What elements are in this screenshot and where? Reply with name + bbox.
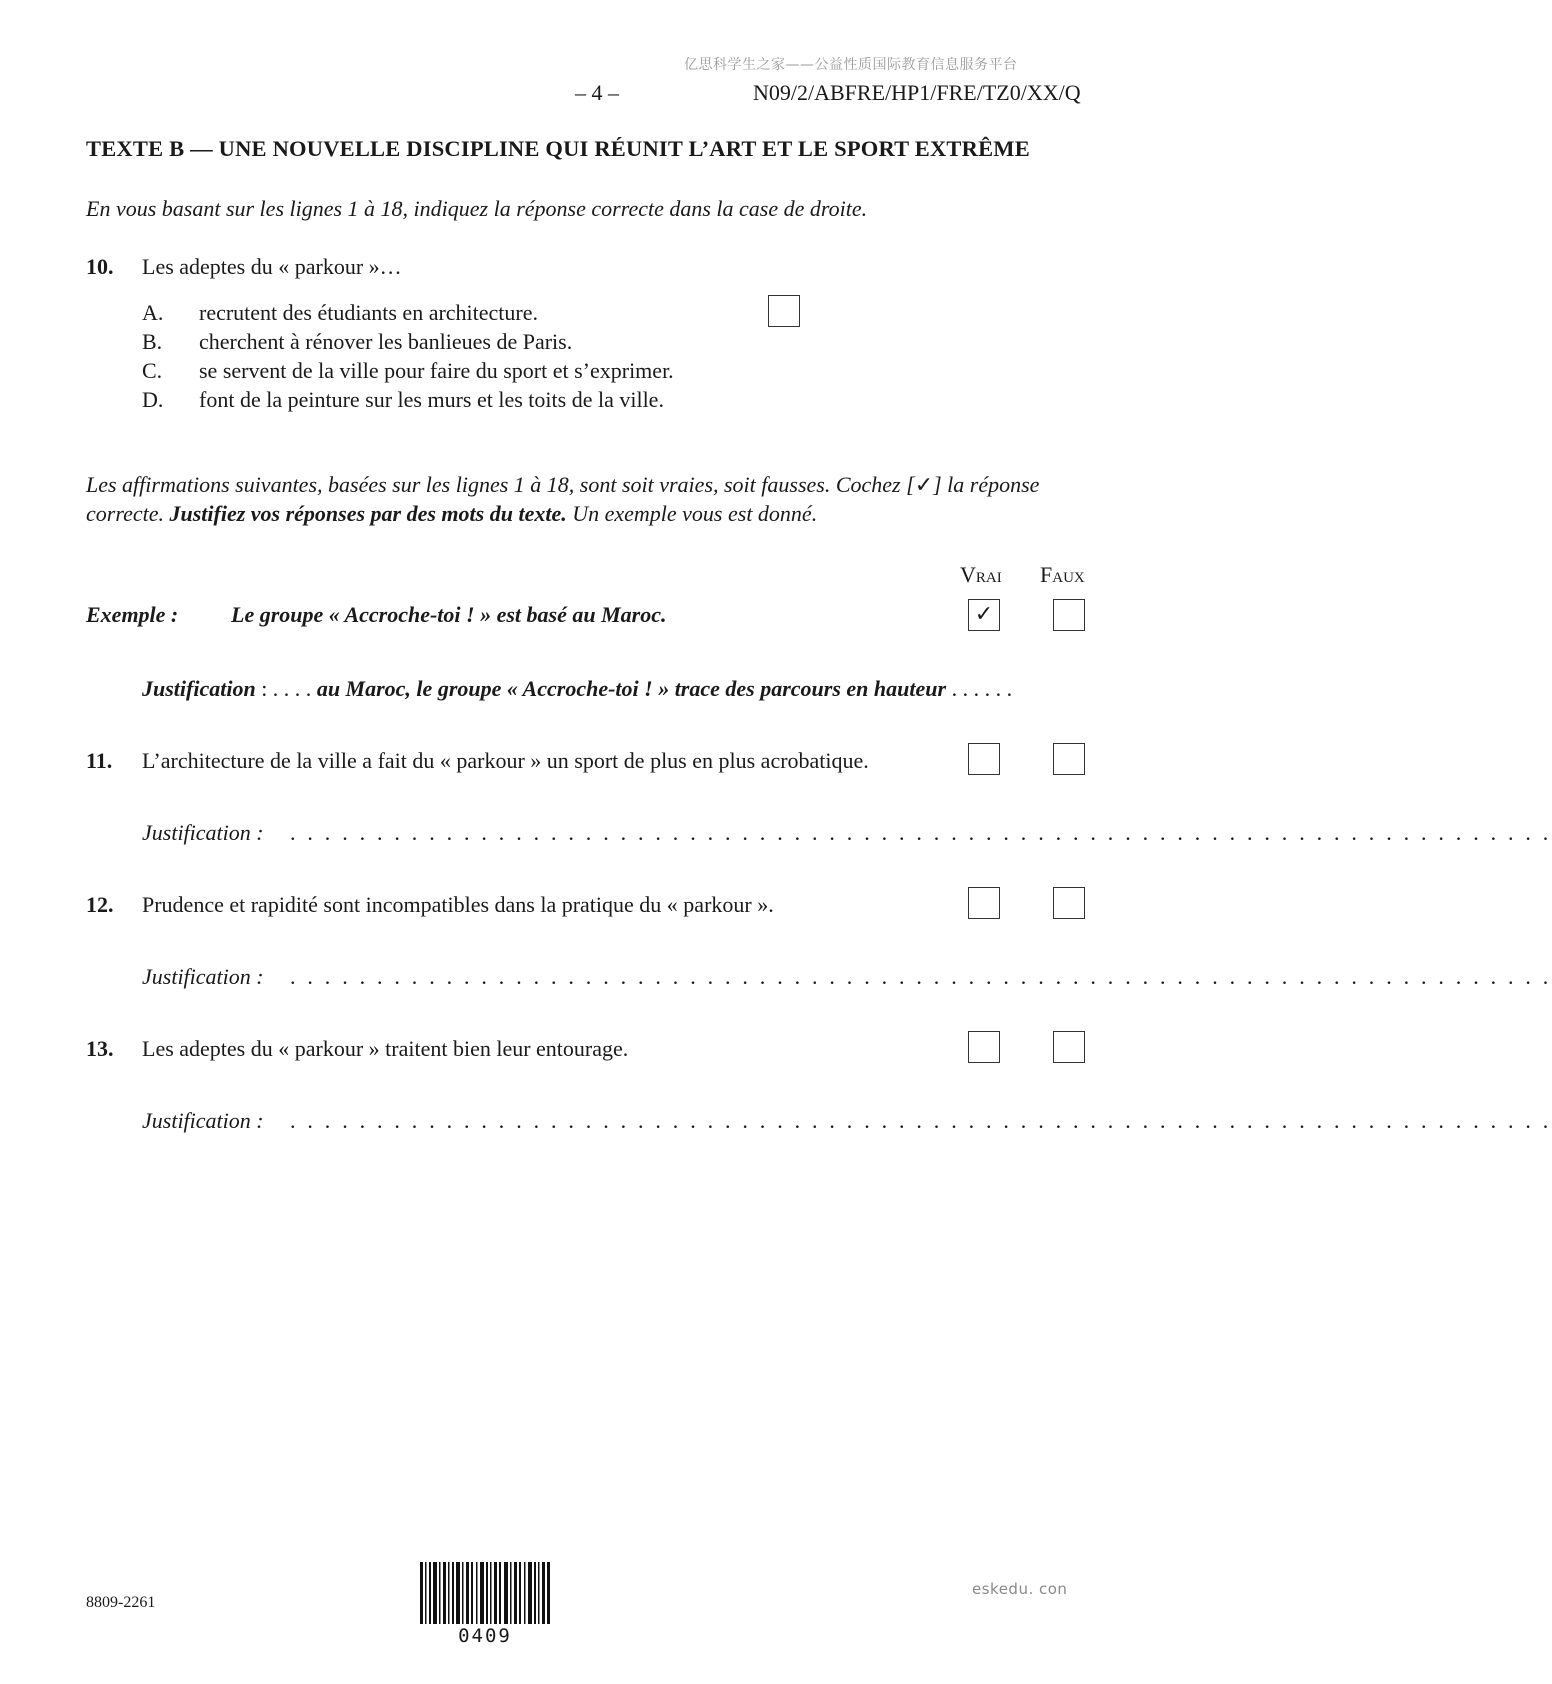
true-false-instruction: Les affirmations suivantes, basées sur les lignes 1 à 18, sont soit vraies, soit fausses. Cochez [✓] la réponse correcte. Justifiez vos réponses par des mots du texte. Un exemple vous est donné. <box>86 472 1040 526</box>
option-b-text: cherchent à rénover les banlieues de Paris. <box>199 329 573 354</box>
question-12-justification-line[interactable]: . . . . . . . . . . . . . . . . . . . . . . . . . . . . . . . . . . . . . . . . . . . . . . . . . . . . . . . . . . . . . . . . . . . . . . . . . <box>290 964 1552 989</box>
checkmark-icon: ✓ <box>974 602 994 627</box>
section-instruction: En vous basant sur les lignes 1 à 18, indiquez la réponse correcte dans la case de droite. <box>86 196 868 221</box>
section-title: TEXTE B — UNE NOUVELLE DISCIPLINE QUI RÉUNIT L’ART ET LE SPORT EXTRÊME <box>86 136 1030 161</box>
example-justification: Justification : . . . . au Maroc, le groupe « Accroche-toi ! » trace des parcours en hauteur . . . . . . <box>142 676 1013 701</box>
question-10-number: 10. <box>86 254 114 279</box>
question-13-justification-line[interactable]: . . . . . . . . . . . . . . . . . . . . . . . . . . . . . . . . . . . . . . . . . . . . . . . . . . . . . . . . . . . . . . . . . . . . . . . . . <box>290 1108 1552 1133</box>
question-11-text: L’architecture de la ville a fait du « parkour » un sport de plus en plus acrobatique. <box>142 748 869 773</box>
page-number: – 4 – <box>575 80 619 105</box>
question-11-vrai-box[interactable] <box>968 743 1000 775</box>
question-12-faux-box[interactable] <box>1053 887 1085 919</box>
question-12-justification-label: Justification : <box>142 964 264 989</box>
question-11-faux-box[interactable] <box>1053 743 1085 775</box>
watermark-text: 亿思科学生之家——公益性质国际教育信息服务平台 <box>684 57 1018 73</box>
question-10-answer-box[interactable] <box>768 295 800 327</box>
option-c-text: se servent de la ville pour faire du sport et s’exprimer. <box>199 358 674 383</box>
barcode-number: 0409 <box>458 1625 512 1647</box>
paper-code: N09/2/ABFRE/HP1/FRE/TZ0/XX/Q <box>753 80 1081 105</box>
column-header-vrai: Vrai <box>960 562 1002 587</box>
check-symbol: ✓ <box>914 472 934 497</box>
question-11-number: 11. <box>86 748 113 773</box>
question-13-number: 13. <box>86 1036 114 1061</box>
option-a-text: recrutent des étudiants en architecture. <box>199 300 539 325</box>
option-d-text: font de la peinture sur les murs et les toits de la ville. <box>199 387 664 412</box>
example-vrai-box-checked <box>968 599 1000 631</box>
option-a-letter: A. <box>142 300 164 325</box>
option-c-letter: C. <box>142 358 163 383</box>
example-statement: Le groupe « Accroche-toi ! » est basé au Maroc. <box>231 602 667 627</box>
example-label: Exemple : <box>86 602 179 627</box>
option-b-letter: B. <box>142 329 163 354</box>
footer-code: 8809-2261 <box>86 1594 156 1611</box>
question-13-text: Les adeptes du « parkour » traitent bien leur entourage. <box>142 1036 629 1061</box>
question-12-number: 12. <box>86 892 114 917</box>
example-justification-answer: au Maroc, le groupe « Accroche-toi ! » trace des parcours en hauteur <box>316 676 947 701</box>
question-12-vrai-box[interactable] <box>968 887 1000 919</box>
question-12-text: Prudence et rapidité sont incompatibles dans la pratique du « parkour ». <box>142 892 774 917</box>
example-faux-box <box>1053 599 1085 631</box>
column-header-faux: Faux <box>1040 562 1085 587</box>
site-watermark: eskedu. con <box>972 1580 1068 1598</box>
option-d-letter: D. <box>142 387 164 412</box>
barcode-icon <box>420 1562 550 1624</box>
question-11-justification-label: Justification : <box>142 820 264 845</box>
question-11-justification-line[interactable]: . . . . . . . . . . . . . . . . . . . . . . . . . . . . . . . . . . . . . . . . . . . . . . . . . . . . . . . . . . . . . . . . . . . . . . . . . <box>290 820 1552 845</box>
question-13-justification-label: Justification : <box>142 1108 264 1133</box>
question-10-text: Les adeptes du « parkour »… <box>142 254 402 279</box>
question-13-faux-box[interactable] <box>1053 1031 1085 1063</box>
question-13-vrai-box[interactable] <box>968 1031 1000 1063</box>
